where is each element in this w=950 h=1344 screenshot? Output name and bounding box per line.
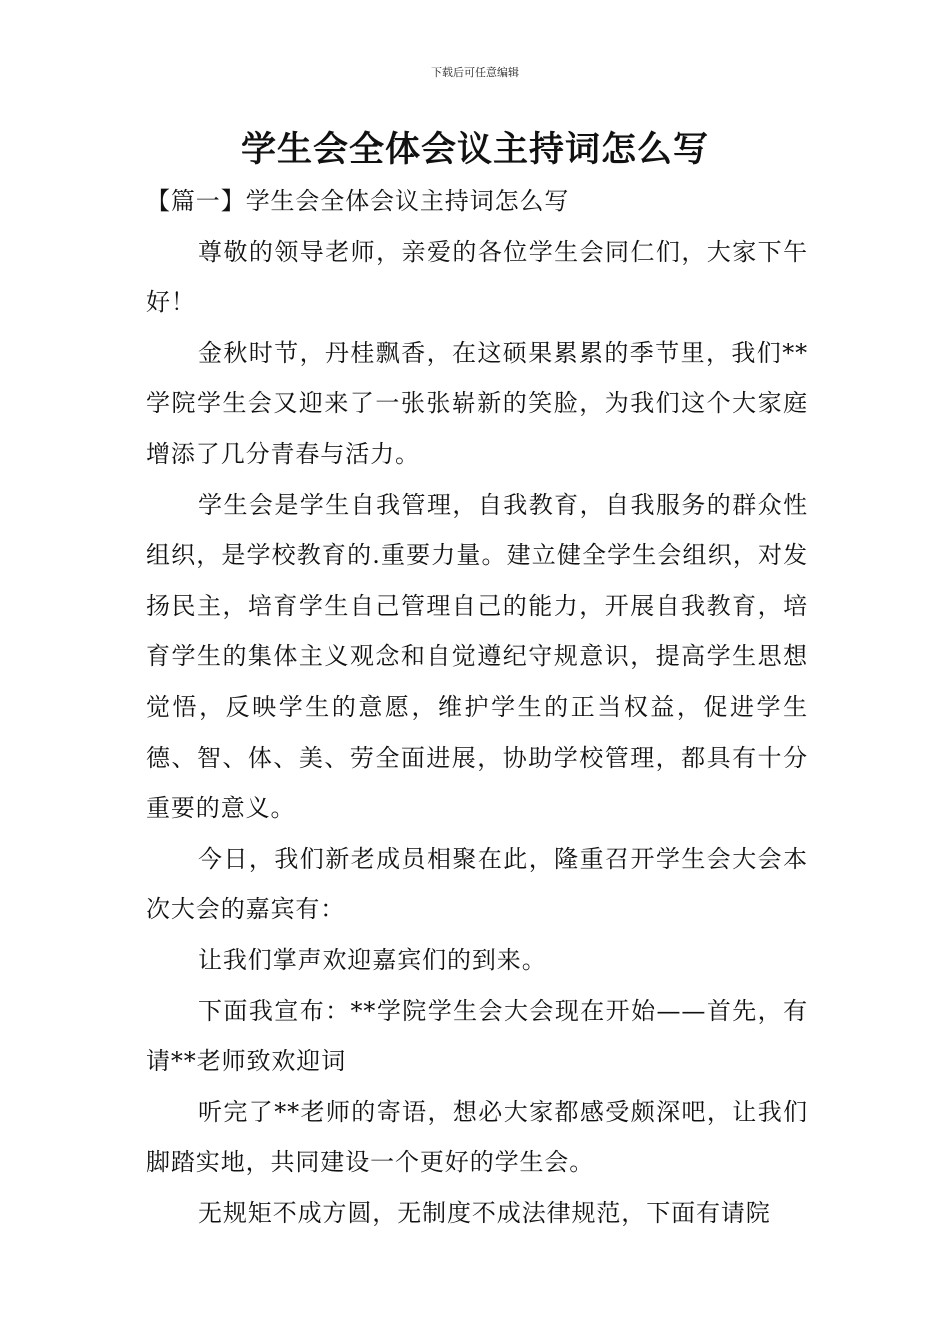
document-body — [146, 176, 808, 1238]
paragraph-greeting: 尊敬的领导老师，亲爱的各位学生会同仁们，大家下午好！ — [146, 237, 808, 317]
paragraph-applause: 让我们掌声欢迎嘉宾们的到来。 — [198, 945, 547, 974]
paragraph-guests: 今日，我们新老成员相聚在此，隆重召开学生会大会本次大会的嘉宾有： — [146, 844, 808, 924]
paragraph-student-union-role: 学生会是学生自我管理，自我教育，自我服务的群众性组织，是学校教育的.重要力量。建立健全学生会组织，对发扬民主，培育学生自己管理自己的能力，开展自我教育，培育学生的集体主义观念和自觉遵纪守规意识，提高学生思想觉悟，反映学生的意愿，维护学生的正当权益，促进学生德、智、体、美、劳全面进展，协助学校管理，都具有十分重要的意义。 — [146, 490, 808, 823]
paragraph-opening: 下面我宣布：**学院学生会大会现在开始——首先，有请**老师致欢迎词 — [146, 996, 808, 1076]
document-title: 学生会全体会议主持词怎么写 — [240, 129, 709, 170]
paragraph-teacher-remarks: 听完了**老师的寄语，想必大家都感受颇深吧，让我们脚踏实地，共同建设一个更好的学生会。 — [146, 1097, 808, 1177]
paragraph-autumn: 金秋时节，丹桂飘香，在这硕果累累的季节里，我们**学院学生会又迎来了一张张崭新的笑脸，为我们这个大家庭增添了几分青春与活力。 — [146, 338, 808, 468]
section-heading: 【篇一】学生会全体会议主持词怎么写 — [146, 187, 570, 215]
header-note: 下载后可任意编辑 — [431, 66, 519, 79]
paragraph-rules: 无规矩不成方圆，无制度不成法律规范，下面有请院 — [198, 1198, 771, 1227]
